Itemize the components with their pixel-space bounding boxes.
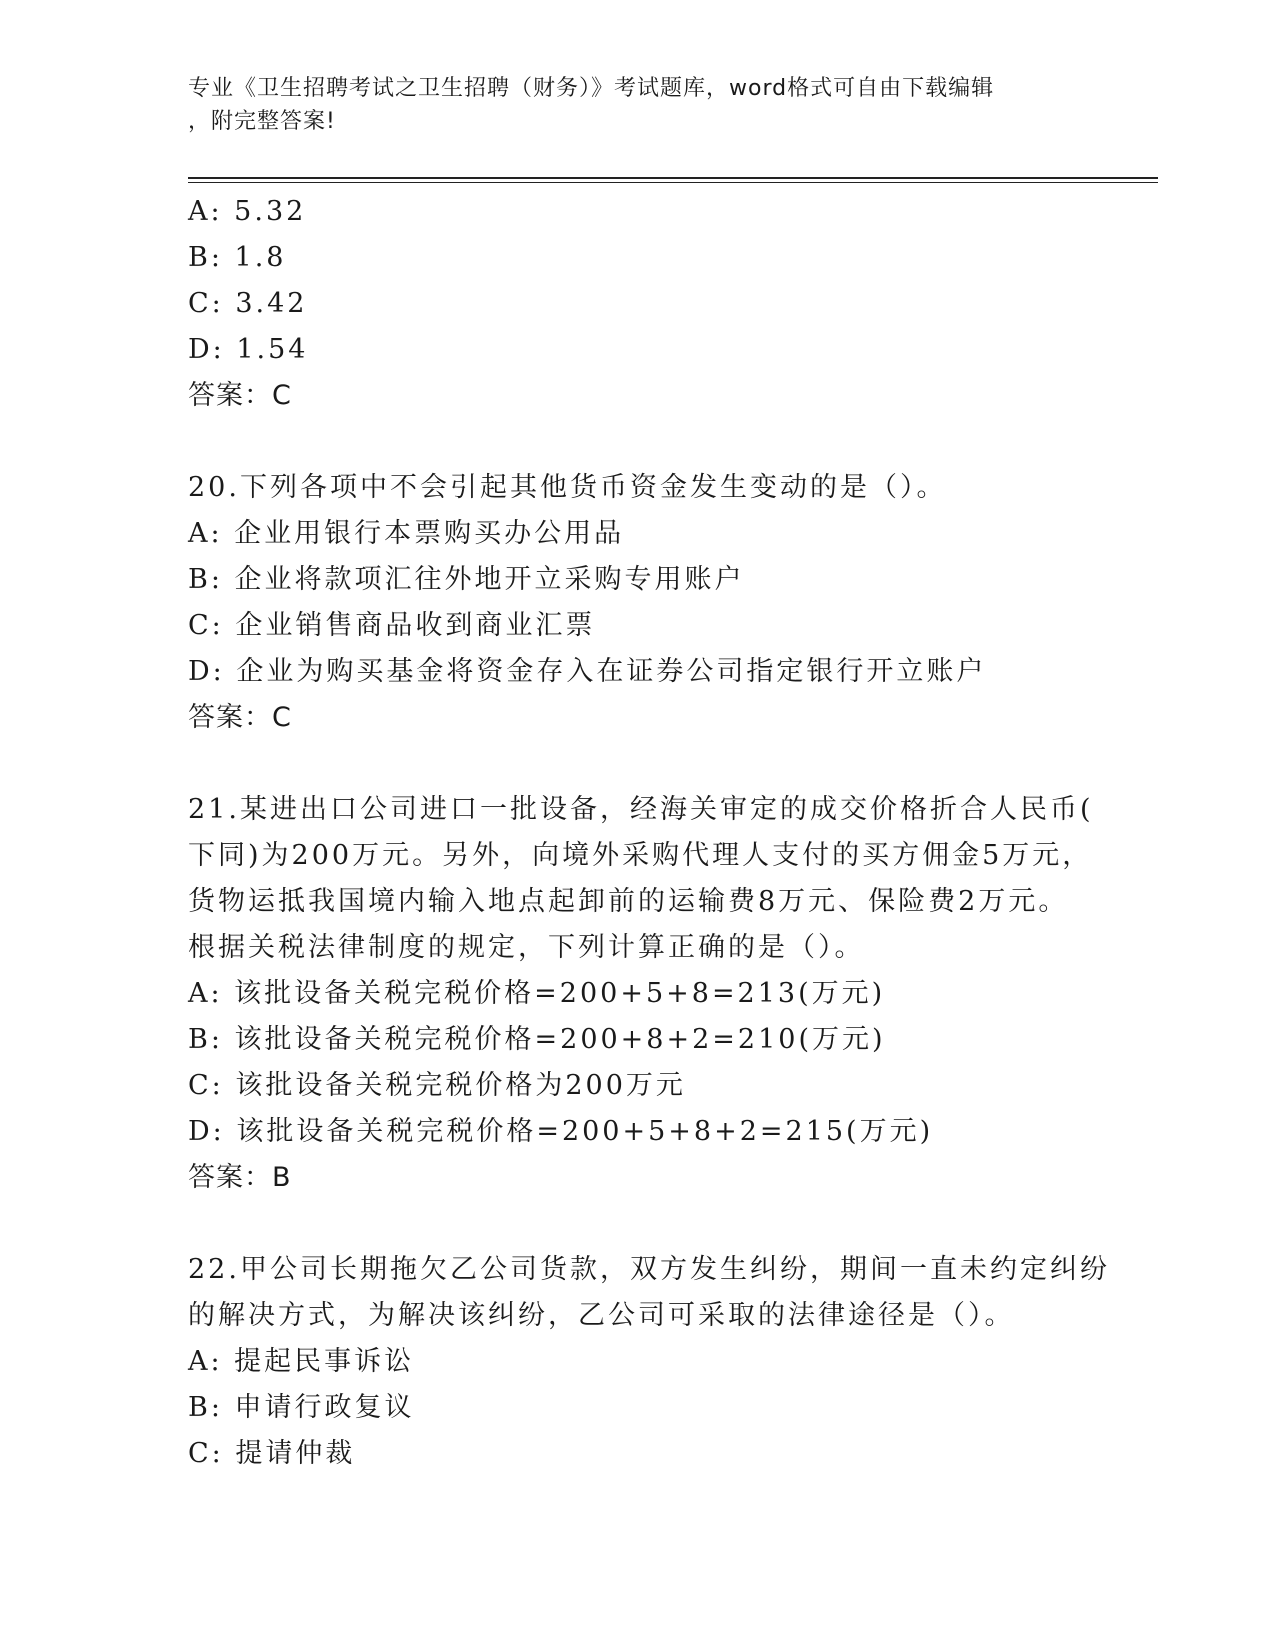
- option-a: A: 提起民事诉讼: [188, 1346, 415, 1377]
- option-d: D: 该批设备关税完税价格=200+5+8+2=215(万元): [188, 1116, 934, 1147]
- option-a: A: 5.32: [188, 196, 307, 227]
- question-stem: [188, 1247, 1110, 1339]
- option-b: B: 申请行政复议: [188, 1392, 415, 1423]
- stem-line: 根据关税法律制度的规定，下列计算正确的是（）。: [188, 932, 865, 963]
- option-b: B: 1.8: [188, 242, 287, 273]
- question-stem: [188, 787, 1094, 971]
- document-header: [188, 72, 1088, 138]
- stem-line: 22.甲公司长期拖欠乙公司货款，双方发生纠纷，期间一直未约定纠纷: [188, 1254, 1110, 1285]
- spacer: [188, 1201, 1088, 1247]
- header-divider-thin: [188, 182, 1158, 183]
- option-a: A: 企业用银行本票购买办公用品: [188, 518, 625, 549]
- header-divider: [188, 177, 1158, 179]
- option-a: A: 该批设备关税完税价格=200+5+8=213(万元): [188, 978, 886, 1009]
- option-c: C: 提请仲裁: [188, 1438, 356, 1469]
- option-b: B: 该批设备关税完税价格=200+8+2=210(万元): [188, 1024, 886, 1055]
- option-d: D: 企业为购买基金将资金存入在证券公司指定银行开立账户: [188, 656, 987, 687]
- option-d: D: 1.54: [188, 334, 309, 365]
- stem-line: 的解决方式，为解决该纠纷，乙公司可采取的法律途径是（）。: [188, 1300, 1015, 1331]
- question-22: [188, 1247, 1110, 1477]
- answer-line: 答案：C: [188, 702, 292, 733]
- question-stem: [188, 465, 1088, 511]
- header-line-2: ，附完整答案!: [188, 109, 336, 134]
- spacer: [188, 419, 1088, 465]
- answer-line: 答案：C: [188, 380, 292, 411]
- stem-line: 货物运抵我国境内输入地点起卸前的运输费8万元、保险费2万元。: [188, 886, 1069, 917]
- stem-line: 20.下列各项中不会引起其他货币资金发生变动的是（）。: [188, 472, 947, 503]
- question-list: [188, 189, 1110, 1477]
- header-line-1: 专业《卫生招聘考试之卫生招聘（财务）》考试题库，word格式可自由下载编辑: [188, 76, 995, 101]
- stem-line: 下同)为200万元。另外，向境外采购代理人支付的买方佣金5万元，: [188, 840, 1093, 871]
- option-c: C: 3.42: [188, 288, 308, 319]
- question-19: [188, 189, 1088, 419]
- stem-line: 21.某进出口公司进口一批设备，经海关审定的成交价格折合人民币(: [188, 794, 1094, 825]
- option-b: B: 企业将款项汇往外地开立采购专用账户: [188, 564, 745, 595]
- answer-line: 答案：B: [188, 1162, 292, 1193]
- option-c: C: 该批设备关税完税价格为200万元: [188, 1070, 686, 1101]
- question-20: [188, 465, 1088, 741]
- question-21: [188, 787, 1094, 1201]
- option-c: C: 企业销售商品收到商业汇票: [188, 610, 596, 641]
- spacer: [188, 741, 1088, 787]
